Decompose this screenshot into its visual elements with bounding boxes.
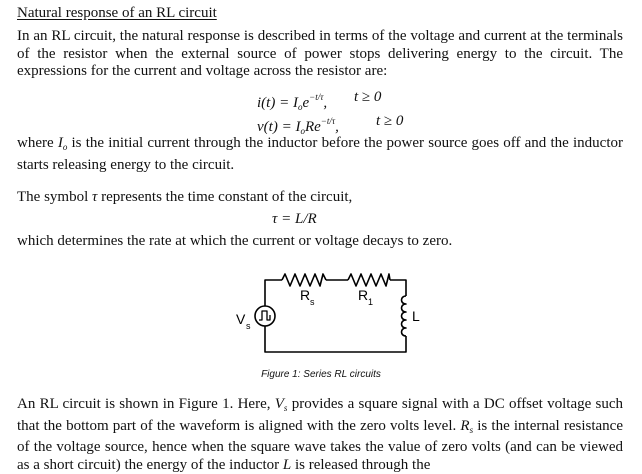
p2-text-b: is the initial current through the inductor before the power source goes off and the inductor starts releasing energy to the circuit. bbox=[17, 135, 623, 173]
label-rs: R bbox=[300, 287, 311, 303]
p2-io: I bbox=[57, 135, 63, 151]
resistor-rs bbox=[282, 274, 326, 286]
eq1-base: e bbox=[302, 95, 310, 111]
intro-paragraph: In an RL circuit, the natural response is described in terms of the voltage and current at the terminals of the resistor when the external source of power stops delivering energy to the circuit. The expressions for the current and voltage across the resistor are: bbox=[17, 28, 623, 80]
label-r1-sub: 1 bbox=[368, 297, 374, 307]
label-vs-sub: s bbox=[246, 321, 251, 331]
p5-text-b: provides a square signal with a DC offset voltage such that the bottom part of the waveform is aligned with the zero volts level. bbox=[17, 396, 624, 434]
p3-text-a: The symbol bbox=[17, 189, 92, 205]
p3-text-b: represents the time constant of the circuit, bbox=[97, 189, 353, 205]
circuit-description-paragraph bbox=[17, 396, 623, 474]
voltage-source-vs bbox=[255, 306, 275, 326]
wire-right-bottom bbox=[265, 326, 406, 352]
eq2-subscript: o bbox=[300, 126, 305, 136]
wire-left-top bbox=[265, 280, 282, 306]
time-constant-paragraph bbox=[17, 189, 623, 207]
resistor-r1 bbox=[348, 274, 390, 286]
square-wave-icon bbox=[259, 311, 270, 320]
p5-l: L bbox=[282, 456, 292, 473]
p5-text-d: is released through the bbox=[291, 456, 431, 473]
label-rs-sub: s bbox=[310, 297, 315, 307]
eq1-exponent: −t/τ bbox=[309, 92, 324, 102]
label-l: L bbox=[412, 308, 420, 324]
wire-right-top bbox=[390, 280, 406, 296]
figure-caption: Figure 1: Series RL circuits bbox=[261, 369, 381, 380]
eq2-mid: Re bbox=[304, 119, 321, 135]
label-r1: R bbox=[358, 287, 369, 303]
eq2-condition: t ≥ 0 bbox=[376, 113, 404, 129]
decay-paragraph: which determines the rate at which the current or voltage decays to zero. bbox=[17, 233, 453, 249]
rl-circuit-figure bbox=[230, 266, 430, 366]
p3-tau: τ bbox=[92, 189, 98, 205]
p5-vs: V bbox=[274, 396, 284, 412]
eq2-lhs: v(t) = I bbox=[257, 119, 301, 135]
initial-current-paragraph bbox=[17, 135, 623, 174]
label-vs: V bbox=[236, 311, 246, 327]
eq2-exponent: −t/τ bbox=[320, 116, 336, 126]
p5-text-a: An RL circuit is shown in Figure 1. Here, bbox=[17, 396, 275, 412]
p5-vs-sub: s bbox=[283, 403, 288, 413]
inductor-l bbox=[402, 296, 407, 336]
p5-rs: R bbox=[460, 417, 470, 434]
p5-rs-sub: s bbox=[469, 424, 474, 435]
eq1-lhs: i(t) = I bbox=[257, 95, 298, 111]
section-title: Natural response of an RL circuit bbox=[17, 5, 217, 21]
eq1-subscript: o bbox=[297, 102, 303, 112]
p2-io-sub: o bbox=[62, 142, 68, 152]
voltage-equation: $v(t) = I_oRe^{-t/\tau}$, t ≥ 0 bbox=[257, 113, 404, 136]
current-equation: $i(t) = I_oe^{-t/\tau}$, t ≥ 0 bbox=[257, 89, 382, 112]
time-constant-equation: τ = L/R bbox=[272, 211, 317, 227]
p5-text-c: is the internal resistance of the voltage source, hence when the square wave takes the value of zero volts (and can be viewed as a short circuit) the energy of the inductor bbox=[17, 417, 623, 473]
p2-text-a: where bbox=[17, 135, 58, 151]
eq1-condition: t ≥ 0 bbox=[354, 89, 382, 105]
